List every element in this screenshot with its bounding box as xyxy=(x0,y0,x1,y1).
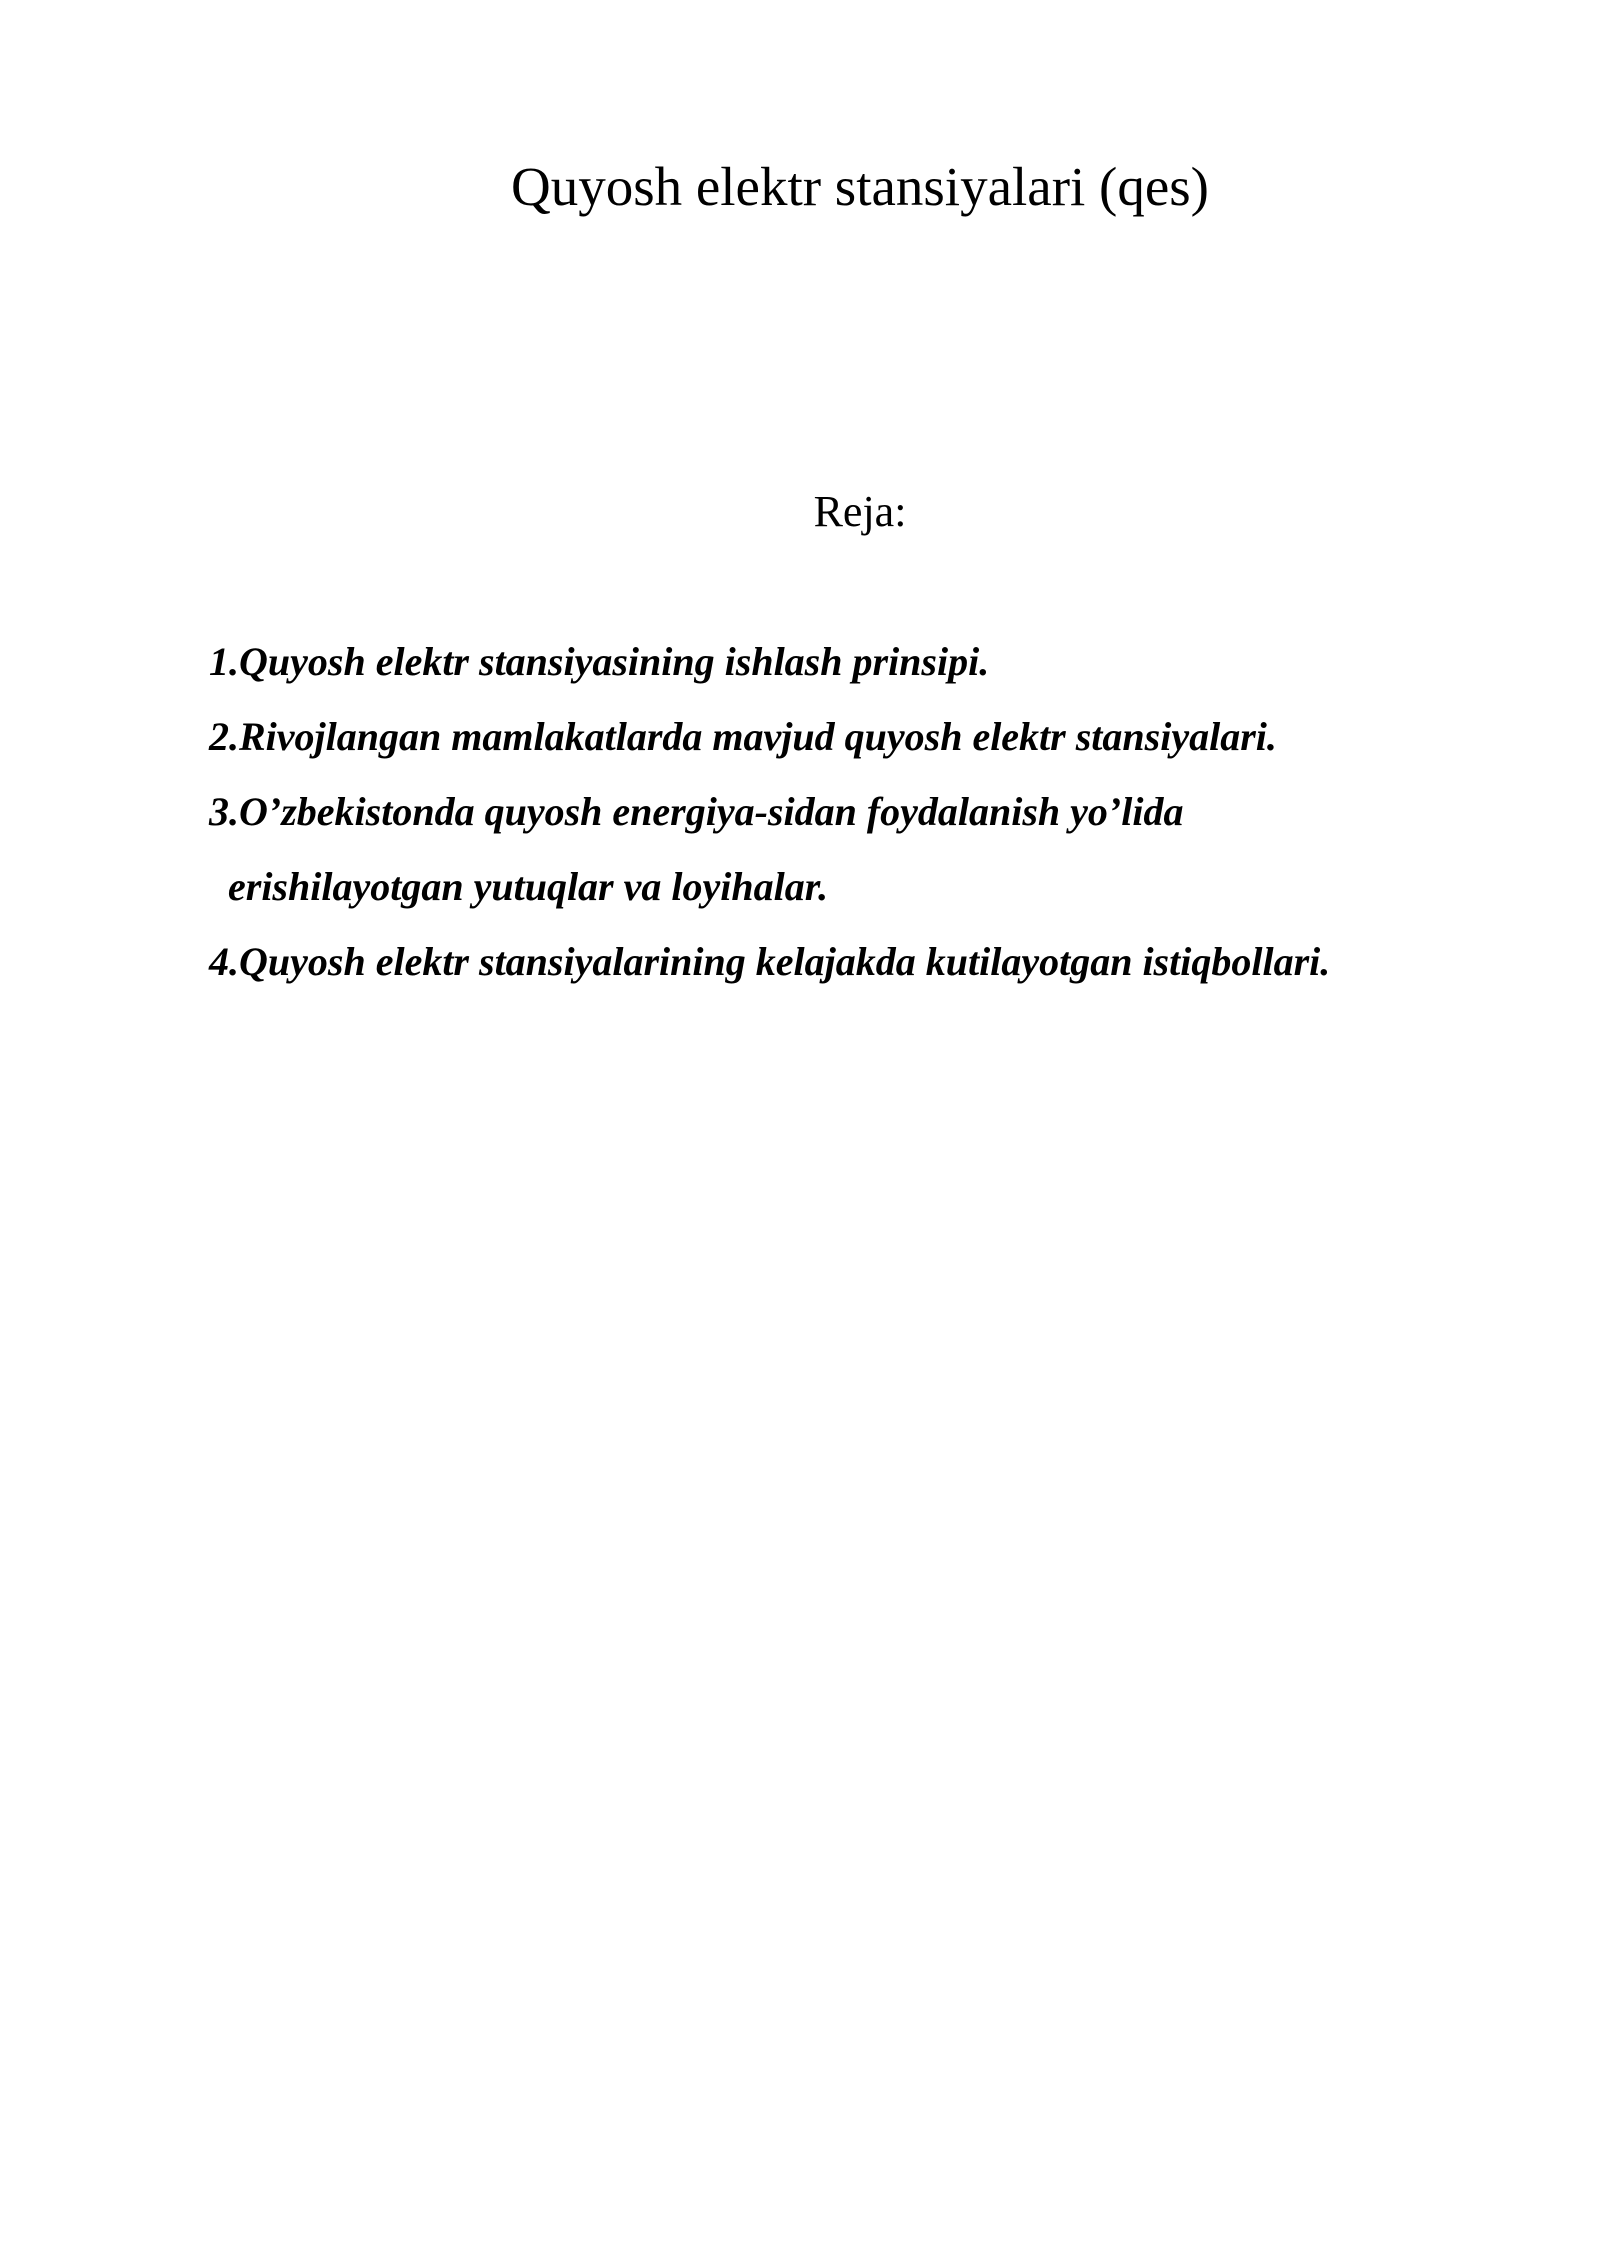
plan-item-text-continuation: erishilayotgan yutuqlar va loyihalar. xyxy=(228,864,829,909)
plan-item xyxy=(209,924,1509,999)
plan-item xyxy=(209,699,1509,774)
document-title: Quyosh elektr stansiyalari (qes) xyxy=(510,156,1209,217)
plan-heading: Reja: xyxy=(813,487,907,536)
plan-item xyxy=(209,774,1509,924)
plan-item xyxy=(209,624,1509,699)
plan-list xyxy=(209,624,1509,999)
plan-item-text: 1.Quyosh elektr stansiyasining ishlash prinsipi. xyxy=(209,639,990,684)
plan-item-text: 4.Quyosh elektr stansiyalarining kelajakda kutilayotgan istiqbollari. xyxy=(209,939,1331,984)
plan-item-text: 3.O’zbekistonda quyosh energiya-sidan foydalanish yo’lida xyxy=(209,789,1184,834)
plan-item-text: 2.Rivojlangan mamlakatlarda mavjud quyosh elektr stansiyalari. xyxy=(209,714,1277,759)
